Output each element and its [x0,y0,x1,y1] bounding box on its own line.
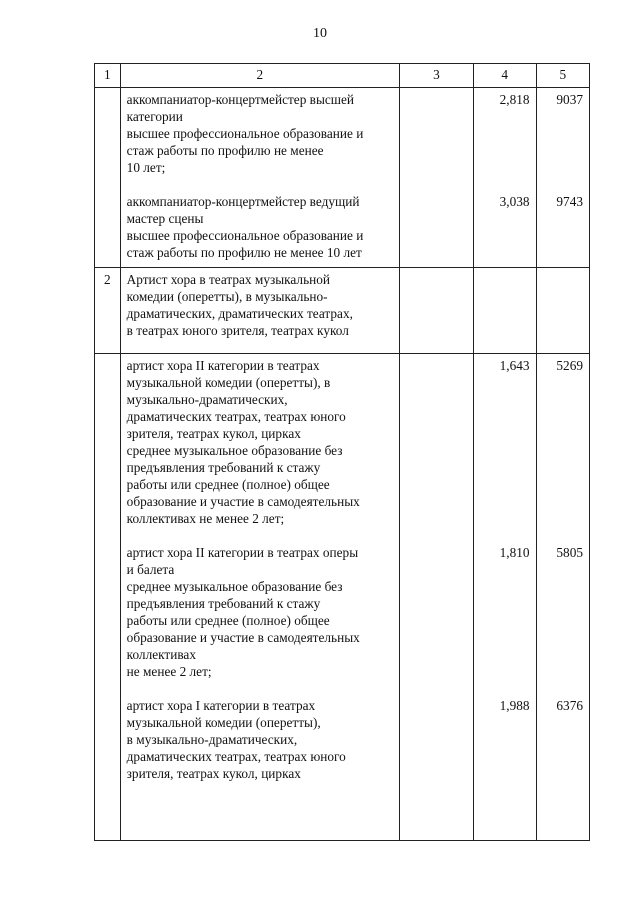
description-line: и балета [126,562,175,577]
coefficient-block [480,697,530,782]
position-entry [127,544,393,680]
header-col-2: 2 [120,64,399,88]
salary-value: 9037 [556,92,583,107]
position-entry [127,697,393,782]
coefficient-value: 1,643 [499,358,530,373]
description-line: мастер сцены [126,211,204,226]
coefficient-value: 2,818 [499,92,530,107]
description-line: в музыкально-драматических, [126,732,298,747]
coefficient-cell [473,354,536,841]
coefficient-block [480,193,530,261]
table-row [95,354,590,841]
header-col-5: 5 [536,64,589,88]
header-col-1: 1 [95,64,121,88]
description-line: драматических театрах, театрах юного [126,409,346,424]
description-cell [120,354,399,841]
description-line: музыкальной комедии (оперетты), в [126,375,331,390]
coefficient-value: 3,038 [499,194,530,209]
description-line: работы или среднее (полное) общее [126,477,330,492]
position-entry [127,193,393,261]
description-line: драматических театрах, театрах юного [126,749,346,764]
description-cell [120,268,399,354]
description-line: не менее 2 лет; [126,664,212,679]
description-cell [120,88,399,268]
coefficient-cell [473,268,536,354]
header-col-4: 4 [473,64,536,88]
entry-spacer [127,527,393,544]
entry-spacer [127,176,393,193]
column-3-cell [400,354,474,841]
row-number-cell [95,354,121,841]
tariff-table [94,63,590,841]
salary-cell [536,268,589,354]
description-line: работы или среднее (полное) общее [126,613,330,628]
header-col-3: 3 [400,64,474,88]
salary-value: 6376 [556,698,583,713]
description-line: среднее музыкальное образование без [126,579,343,594]
row-number-cell [95,88,121,268]
description-line: 10 лет; [126,160,166,175]
coefficient-block [480,91,530,176]
entry-spacer [480,176,530,193]
description-line: образование и участие в самодеятельных [126,630,360,645]
salary-value: 9743 [556,194,583,209]
description-line: комедии (оперетты), в музыкально- [126,289,328,304]
description-line: категории [126,109,183,124]
description-line: стаж работы по профилю не менее [126,143,324,158]
entry-spacer [543,680,583,697]
salary-block [543,544,583,680]
row-number: 2 [104,272,111,287]
entry-spacer [543,176,583,193]
description-line: в театрах юного зрителя, театрах кукол [126,323,349,338]
description-line: артист хора II категории в театрах [126,358,320,373]
column-3-cell [400,88,474,268]
coefficient-block [480,271,530,339]
description-line: предъявления требований к стажу [126,596,321,611]
description-line: коллективах [126,647,196,662]
page-number: 10 [313,26,327,41]
position-entry [127,357,393,527]
description-line: предъявления требований к стажу [126,460,321,475]
coefficient-block [480,544,530,680]
coefficient-cell [473,88,536,268]
description-line: образование и участие в самодеятельных [126,494,360,509]
entry-spacer [543,527,583,544]
description-line: зрителя, театрах кукол, цирках [126,426,301,441]
table-row [95,268,590,354]
salary-cell [536,354,589,841]
entry-spacer [480,527,530,544]
description-line: артист хора I категории в театрах [126,698,316,713]
description-line: среднее музыкальное образование без [126,443,343,458]
description-line: высшее профессиональное образование и [126,228,364,243]
description-line: высшее профессиональное образование и [126,126,364,141]
description-line: артист хора II категории в театрах оперы [126,545,359,560]
coefficient-block [480,357,530,527]
salary-block [543,193,583,261]
row-number-cell [95,268,121,354]
description-line: стаж работы по профилю не менее 10 лет [126,245,362,260]
position-entry [127,271,393,339]
table-row [95,88,590,268]
table-header-row [95,64,590,88]
salary-block [543,697,583,782]
description-line: зрителя, театрах кукол, цирках [126,766,301,781]
salary-cell [536,88,589,268]
description-line: аккомпаниатор-концертмейстер ведущий [126,194,360,209]
coefficient-value: 1,988 [499,698,530,713]
position-entry [127,91,393,176]
description-line: коллективах не менее 2 лет; [126,511,285,526]
description-line: музыкальной комедии (оперетты), [126,715,321,730]
salary-block [543,357,583,527]
salary-block [543,91,583,176]
salary-block [543,271,583,339]
salary-value: 5805 [556,545,583,560]
salary-value: 5269 [556,358,583,373]
entry-spacer [127,680,393,697]
description-line: музыкально-драматических, [126,392,288,407]
entry-spacer [480,680,530,697]
description-line: Артист хора в театрах музыкальной [126,272,331,287]
coefficient-value: 1,810 [499,545,530,560]
description-line: драматических, драматических театрах, [126,306,353,321]
description-line: аккомпаниатор-концертмейстер высшей [126,92,355,107]
column-3-cell [400,268,474,354]
